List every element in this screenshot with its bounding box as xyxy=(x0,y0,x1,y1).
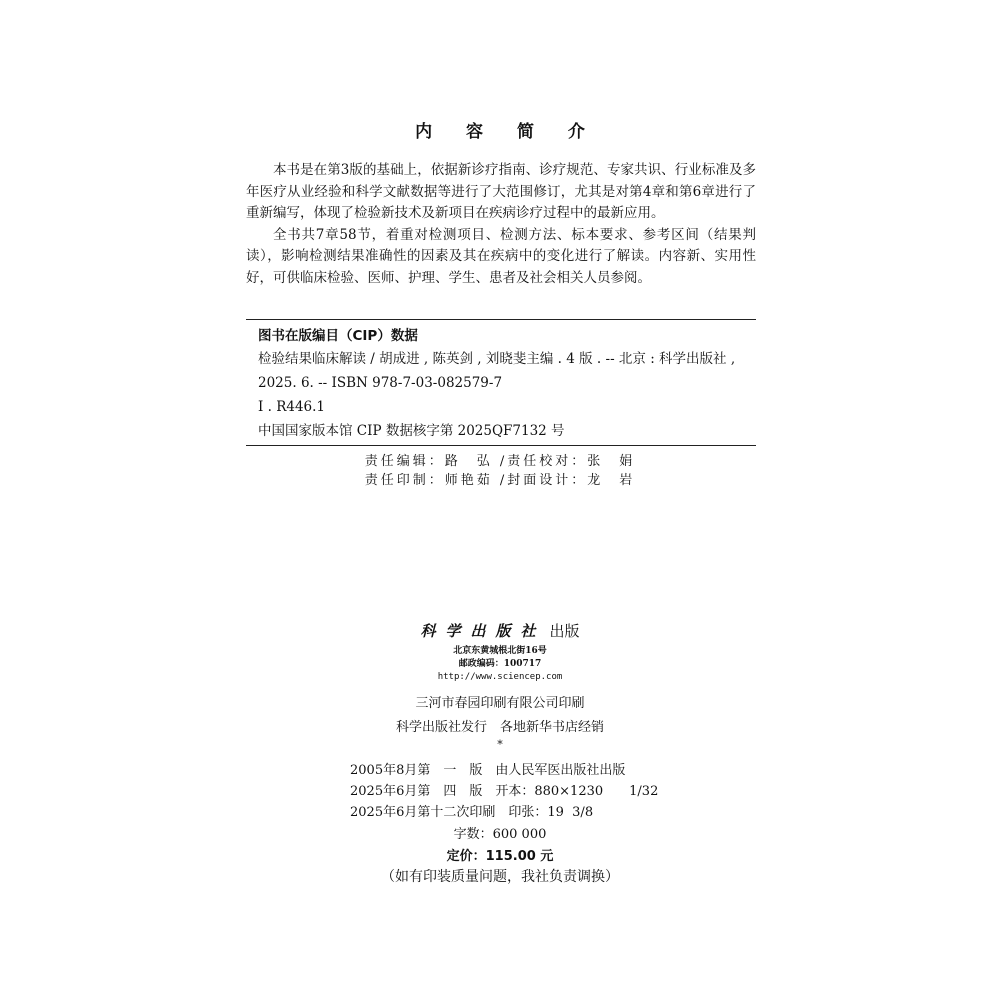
page-title: 内 容 简 介 xyxy=(415,122,599,142)
quality-notice: （如有印装质量问题，我社负责调换） xyxy=(381,869,619,885)
printer-line: 三河市春园印刷有限公司印刷 xyxy=(415,696,585,711)
publisher-url: http://www.sciencep.com xyxy=(437,672,563,682)
editorial-staff xyxy=(0,452,1000,490)
word-count: 字数：600 000 xyxy=(453,827,547,842)
edition-info xyxy=(350,760,658,823)
publisher-postcode: 邮政编码：100717 xyxy=(458,659,542,669)
cip-record-number-line: 中国国家版本馆 CIP 数据核字第 2025QF7132 号 xyxy=(258,423,565,439)
cip-classification-line: Ⅰ . R446.1 xyxy=(258,399,326,415)
staff-line-2: 责任印制：师艳茹 /封面设计：龙 岩 xyxy=(364,473,636,488)
cip-heading: 图书在版编目（CIP）数据 xyxy=(258,328,418,344)
publisher-address: 北京东黄城根北街16号 xyxy=(453,646,547,656)
edition-row-3: 2025年6月第十二次印刷 印张：19 3/8 xyxy=(350,805,594,820)
staff-line-1: 责任编辑：路 弘 /责任校对：张 娟 xyxy=(364,454,636,469)
distribution-line: 科学出版社发行 各地新华书店经销 xyxy=(395,720,604,735)
summary-section xyxy=(246,160,756,289)
price: 定价：115.00 元 xyxy=(446,849,554,864)
separator-star: * xyxy=(497,738,503,751)
summary-paragraph-2: 全书共7章58节，着重对检测项目、检测方法、标本要求、参考区间（结果判读），影响检测结果准确性的因素及其在疾病中的变化进行了解读。内容新、实用性好，可供临床检验、医师、护理、学生、患者及社会相关人员参阅。 xyxy=(246,226,756,286)
edition-row-1: 2005年8月第 一 版 由人民军医出版社出版 xyxy=(350,763,626,778)
cip-data-block xyxy=(246,319,756,446)
publisher-name: 科学出版社 xyxy=(420,622,546,640)
publisher-suffix: 出版 xyxy=(549,622,580,640)
cip-catalog-line: 检验结果临床解读 / 胡成进 , 陈英剑 , 刘晓斐主编 . 4 版 . -- 北京 : 科学出版社 , 2025. 6. -- ISBN 978-7-03-082579-7 xyxy=(258,351,736,391)
edition-row-2: 2025年6月第 四 版 开本：880×1230 1/32 xyxy=(350,784,659,799)
publisher-block xyxy=(0,620,1000,684)
summary-paragraph-1: 本书是在第3版的基础上，依据新诊疗指南、诊疗规范、专家共识、行业标准及多年医疗从业经验和科学文献数据等进行了大范围修订，尤其是对第4章和第6章进行了重新编写，体现了检验新技术及新项目在疾病诊疗过程中的最新应用。 xyxy=(246,162,756,221)
